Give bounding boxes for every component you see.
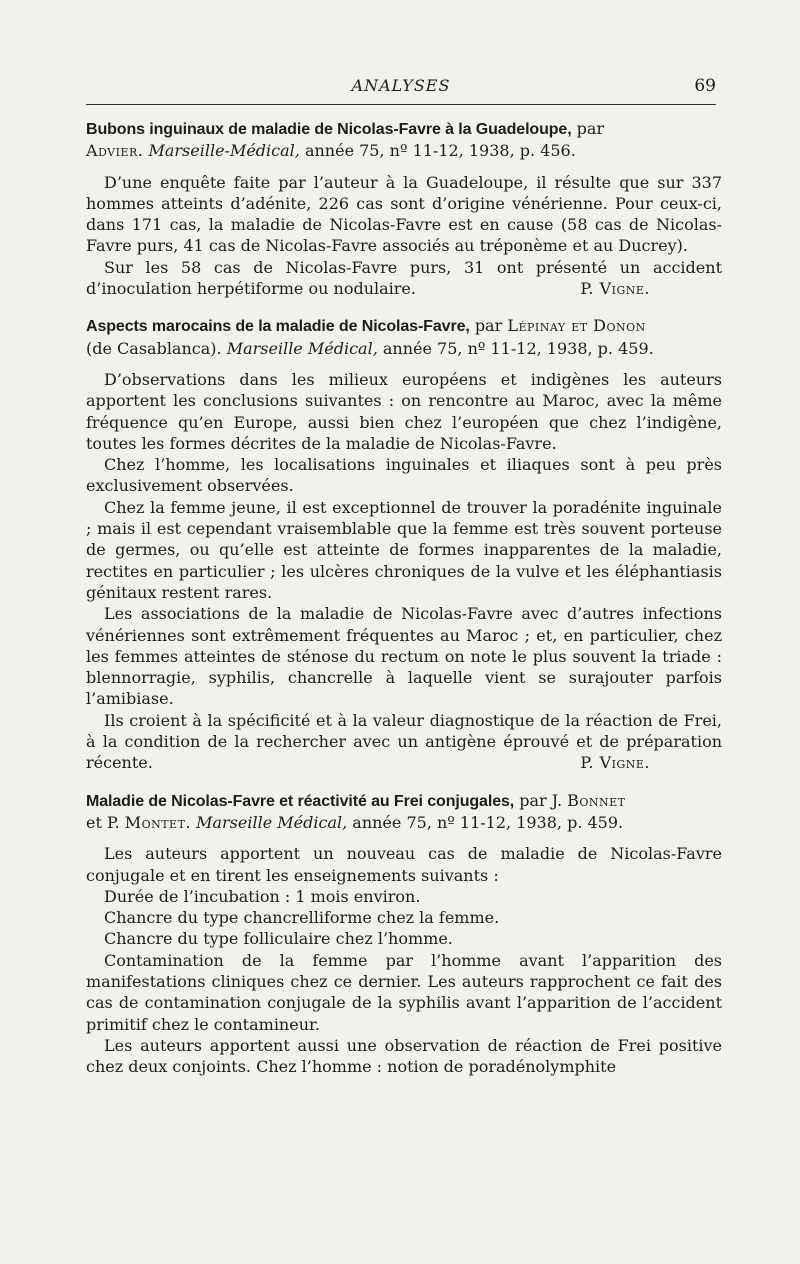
article-2-affiliation: (de Casablanca). xyxy=(86,338,222,358)
article-3-authors: Bonnet xyxy=(567,790,626,810)
article-1-authors: Advier. xyxy=(86,141,144,161)
article-1-heading xyxy=(86,118,722,162)
article-2-heading xyxy=(86,315,722,359)
article-3-title: Maladie de Nicolas-Favre et réactivité au Frei conjugales, xyxy=(86,792,515,810)
article-2-authors: Lépinay et Donon xyxy=(507,316,646,336)
article-2-signature: P. Vigne. xyxy=(580,753,650,773)
article-1 xyxy=(86,118,722,299)
article-1-citation: année 75, nº 11-12, 1938, p. 456. xyxy=(304,141,576,161)
article-3-paragraph: Les auteurs apportent aussi une observation de réaction de Frei positive chez deux conjoints. Chez l’homme : notion de poradénolymphite xyxy=(86,1035,722,1077)
article-3-paragraph: Les auteurs apportent un nouveau cas de maladie de Nicolas-Favre conjugale et en tirent les enseignements suivants : xyxy=(86,844,722,885)
article-2-paragraph: Chez la femme jeune, il est exceptionnel de trouver la poradénite inguinale ; mais il est cependant vraisemblable que la femme est très souvent porteuse de germes, ou qu’elle est atteinte de formes inapparentes de la maladie, rectites en particulier ; les ulcères chroniques de la vulve et les éléphantiasis génitaux restent rares. xyxy=(86,497,722,602)
article-3-authors-2: Montet. xyxy=(124,812,192,832)
article-2-citation: année 75, nº 11-12, 1938, p. 459. xyxy=(382,338,654,358)
article-1-paragraph: D’une enquête faite par l’auteur à la Guadeloupe, il résulte que sur 337 hommes atteints d’adénite, 226 cas sont d’origine vénérienne. Pour ceux-ci, dans 171 cas, la maladie de Nicolas-Favre est en cause (58 cas de Nicolas-Favre purs, 41 cas de Nicolas-Favre associés au tréponème et au Ducrey). xyxy=(86,172,722,256)
article-3-paragraph: Chancre du type folliculaire chez l’homme. xyxy=(104,929,453,949)
article-1-by: par xyxy=(576,119,605,138)
article-1-title: Bubons inguinaux de maladie de Nicolas-Favre à la Guadeloupe, xyxy=(86,121,572,138)
article-3-paragraph: Chancre du type chancrelliforme chez la femme. xyxy=(104,908,500,928)
article-3-paragraph: Durée de l’incubation : 1 mois environ. xyxy=(104,886,421,906)
article-1-last-paragraph xyxy=(86,257,722,300)
article-2-journal: Marseille Médical, xyxy=(226,338,378,358)
article-1-signature: P. Vigne. xyxy=(580,279,650,299)
article-2-paragraph: Chez l’homme, les localisations inguinales et iliaques sont à peu près exclusivement observées. xyxy=(86,455,722,496)
header-rule xyxy=(86,104,716,105)
running-title: ANALYSES xyxy=(351,76,451,95)
article-2 xyxy=(86,315,722,773)
article-3-heading xyxy=(86,790,722,834)
article-2-title: Aspects marocains de la maladie de Nicolas-Favre, xyxy=(86,318,470,336)
article-3-authors-prefix: et P. xyxy=(86,812,120,832)
article-3 xyxy=(86,790,722,1078)
article-3-citation: année 75, nº 11-12, 1938, p. 459. xyxy=(352,812,624,832)
article-2-by: par xyxy=(474,316,503,336)
article-3-by: par J. xyxy=(519,790,563,810)
article-3-journal: Marseille Médical, xyxy=(196,812,348,832)
article-2-paragraph: D’observations dans les milieux européens et indigènes les auteurs apportent les conclusions suivantes : on rencontre au Maroc, avec la même fréquence qu’en Europe, aussi bien chez l’européen que chez l’indigène, toutes les formes décrites de la maladie de Nicolas-Favre. xyxy=(86,369,722,453)
article-2-paragraph: Les associations de la maladie de Nicolas-Favre avec d’autres infections vénériennes sont extrêmement fréquentes au Maroc ; et, en particulier, chez les femmes atteintes de sténose du rectum on note le plus souvent la triade : blennorragie, syphilis, chancrelle à laquelle vient se surajouter parfois l’amibiase. xyxy=(86,604,722,709)
article-2-last-text: Ils croient à la spécificité et à la valeur diagnostique de la réaction de Frei, à la condition de la rechercher avec un antigène éprouvé et de préparation récente. xyxy=(86,710,722,773)
page-number: 69 xyxy=(694,76,716,96)
article-1-last-text: Sur les 58 cas de Nicolas-Favre purs, 31 ont présenté un accident d’inoculation herpétiforme ou nodulaire. xyxy=(86,257,722,299)
page-header xyxy=(86,74,716,104)
article-3-paragraph: Contamination de la femme par l’homme avant l’apparition des manifestations cliniques chez ce dernier. Les auteurs rapprochent ce fait des cas de contamination conjugale de la syphilis avant l’apparition de l’accident primitif chez le contamineur. xyxy=(86,950,722,1034)
article-2-last-paragraph xyxy=(86,710,722,774)
article-body xyxy=(86,118,722,1077)
article-1-journal: Marseille-Médical, xyxy=(148,141,300,161)
